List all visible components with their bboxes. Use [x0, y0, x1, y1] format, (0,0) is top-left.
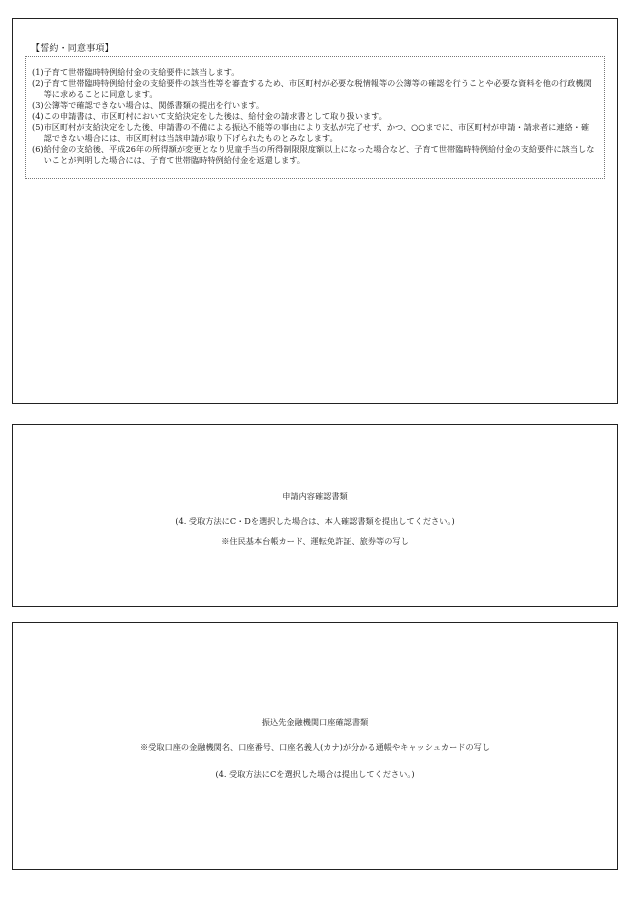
consent-item-5: [32, 122, 596, 144]
bank-documents-examples: ※受取口座の金融機関名、口座番号、口座名義人(カナ)が分かる通帳やキャッシュカードの写し: [139, 742, 491, 752]
consent-item-number: (6): [32, 144, 44, 154]
id-documents-title: 申請内容確認書類: [282, 491, 348, 501]
consent-item-text: この申請書は、市区町村において支給決定をした後は、給付金の請求書として取り扱います。: [43, 111, 387, 121]
consent-item-number: (2): [32, 78, 44, 88]
consent-item-number: (3): [32, 100, 44, 110]
bank-documents-note: (4. 受取方法にCを選択した場合は提出してください。): [215, 769, 415, 779]
consent-list: [25, 56, 605, 179]
consent-item-text: 市区町村が支給決定をした後、申請書の不備による振込不能等の事由により支払が完了せず、かつ、○○までに、市区町村が申請・請求者に連絡・確認できない場合には、市区町村は当該申請が取り下げられたものとみなします。: [43, 122, 590, 143]
id-documents-section: [12, 424, 618, 607]
consent-item-2: [32, 78, 596, 100]
consent-item-4: [32, 111, 596, 122]
consent-item-3: [32, 100, 596, 111]
id-documents-note: (4. 受取方法にC・Dを選択した場合は、本人確認書類を提出してください。): [175, 516, 455, 526]
consent-item-1: [32, 67, 596, 78]
consent-heading: 【誓約・同意事項】: [31, 44, 114, 54]
id-documents-examples: ※住民基本台帳カード、運転免許証、旅券等の写し: [221, 536, 409, 546]
bank-documents-title: 振込先金融機関口座確認書類: [261, 717, 369, 727]
consent-item-text: 給付金の支給後、平成26年の所得額が変更となり児童手当の所得制限限度額以上になった場合など、子育て世帯臨時特例給付金の支給要件に該当しないことが判明した場合には、子育て世帯臨時特例給付金を返還します。: [43, 144, 595, 165]
bank-documents-section: [12, 622, 618, 870]
consent-item-text: 公簿等で確認できない場合は、関係書類の提出を行います。: [43, 100, 265, 110]
consent-item-6: [32, 144, 596, 166]
consent-item-text: 子育て世帯臨時特例給付金の支給要件に該当します。: [43, 67, 240, 77]
consent-item-number: (4): [32, 111, 44, 121]
consent-section: [12, 18, 618, 404]
consent-item-text: 子育て世帯臨時特例給付金の支給要件の該当性等を審査するため、市区町村が必要な税情報等の公簿等の確認を行うことや必要な資料を他の行政機関等に求めることに同意します。: [43, 78, 592, 99]
consent-item-number: (5): [32, 122, 44, 132]
consent-item-number: (1): [32, 67, 44, 77]
